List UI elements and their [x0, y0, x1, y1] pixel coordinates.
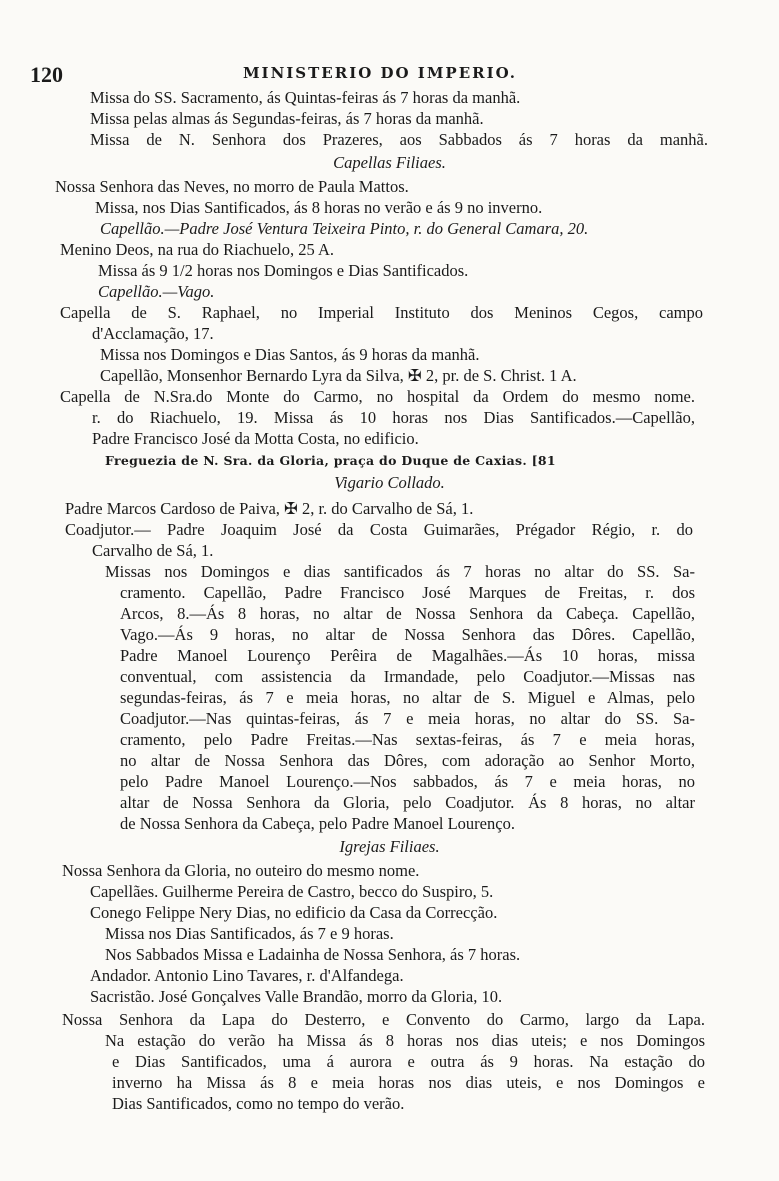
text-line: Capellão, Monsenhor Bernardo Lyra da Silva, ✠ 2, pr. de S. Christ. 1 A. [100, 366, 577, 385]
text-line: Padre Francisco José da Motta Costa, no edificio. [92, 429, 419, 448]
text-line: Dias Santificados, como no tempo do verão. [112, 1094, 405, 1113]
text-line: Missa pelas almas ás Segundas-feiras, ás 7 horas da manhã. [90, 109, 484, 128]
text-line: Missa, nos Dias Santificados, ás 8 horas no verão e ás 9 no inverno. [95, 198, 543, 217]
text-line: Nossa Senhora das Neves, no morro de Paula Mattos. [55, 177, 409, 196]
text-line: Nos Sabbados Missa e Ladainha de Nossa Senhora, ás 7 horas. [105, 945, 521, 964]
text-line: Padre Manoel Lourenço Perêira de Magalhães.—Ás 10 horas, missa [120, 646, 695, 665]
text-line: Capellão.—Padre José Ventura Teixeira Pinto, r. do General Camara, 20. [100, 219, 589, 238]
page-header [30, 62, 730, 86]
text-line: Carvalho de Sá, 1. [92, 541, 214, 560]
text-line: Coadjutor.— Padre Joaquim José da Costa Guimarães, Prégador Régio, r. do [65, 520, 693, 539]
text-line: Missa de N. Senhora dos Prazeres, aos Sabbados ás 7 horas da manhã. [90, 130, 708, 149]
page-number: 120 [30, 62, 63, 87]
text-line: no altar de Nossa Senhora das Dôres, com adoração ao Senhor Morto, [120, 751, 695, 770]
text-line: Missas nos Domingos e dias santificados ás 7 horas no altar do SS. Sa- [105, 562, 695, 581]
text-line: Capellães. Guilherme Pereira de Castro, becco do Suspiro, 5. [90, 882, 494, 901]
text-line: segundas-feiras, ás 7 e meia horas, no altar de S. Miguel e Almas, pelo [120, 688, 695, 707]
text-line: Nossa Senhora da Lapa do Desterro, e Convento do Carmo, largo da Lapa. [62, 1010, 705, 1029]
text-line: Menino Deos, na rua do Riachuelo, 25 A. [60, 240, 335, 259]
text-line: altar de Nossa Senhora da Gloria, pelo Coadjutor. Ás 8 horas, no altar [120, 793, 695, 812]
text-line: conventual, com assistencia da Irmandade, pelo Coadjutor.—Missas nas [120, 667, 695, 686]
text-line: cramento. Capellão, Padre Francisco José Marques de Freitas, r. dos [120, 583, 695, 602]
text-line: Na estação do verão ha Missa ás 8 horas nos dias uteis; e nos Domingos [105, 1031, 705, 1050]
text-line: Arcos, 8.—Ás 8 horas, no altar de Nossa Senhora da Cabeça. Capellão, [120, 604, 695, 623]
text-line: Missa nos Dias Santificados, ás 7 e 9 horas. [105, 924, 394, 943]
text-line: Capellão.—Vago. [98, 282, 215, 301]
section-subheading: Vigario Collado. [334, 473, 445, 492]
text-line: r. do Riachuelo, 19. Missa ás 10 horas nos Dias Santificados.—Capellão, [92, 408, 695, 427]
text-line: Nossa Senhora da Gloria, no outeiro do mesmo nome. [62, 861, 420, 880]
text-line: Conego Felippe Nery Dias, no edificio da Casa da Correcção. [90, 903, 498, 922]
text-line: cramento, pelo Padre Freitas.—Nas sextas-feiras, ás 7 e meia horas, [120, 730, 695, 749]
text-line: Padre Marcos Cardoso de Paiva, ✠ 2, r. do Carvalho de Sá, 1. [65, 499, 474, 518]
text-line: inverno ha Missa ás 8 e meia horas nos dias uteis, e nos Domingos e [112, 1073, 705, 1092]
text-line: de Nossa Senhora da Cabeça, pelo Padre Manoel Lourenço. [120, 814, 515, 833]
text-line: Capella de N.Sra.do Monte do Carmo, no hospital da Ordem do mesmo nome. [60, 387, 695, 406]
text-line: e Dias Santificados, uma á aurora e outra ás 9 horas. Na estação do [112, 1052, 705, 1071]
text-line: Sacristão. José Gonçalves Valle Brandão, morro da Gloria, 10. [90, 987, 503, 1006]
text-line: pelo Padre Manoel Lourenço.—Nos sabbados, ás 7 e meia horas, no [120, 772, 695, 791]
text-line: Vago.—Ás 9 horas, no altar de Nossa Senhora das Dôres. Capellão, [120, 625, 695, 644]
running-title: MINISTERIO DO IMPERIO. [242, 64, 518, 82]
text-line: Missa do SS. Sacramento, ás Quintas-feiras ás 7 horas da manhã. [90, 88, 521, 107]
section-subheading: Capellas Filiaes. [333, 153, 446, 172]
parish-heading: Freguezia de N. Sra. da Gloria, praça do Duque de Caxias. [81 [105, 453, 556, 468]
text-line: Andador. Antonio Lino Tavares, r. d'Alfandega. [90, 966, 404, 985]
section-subheading: Igrejas Filiaes. [339, 837, 440, 856]
text-line: Capella de S. Raphael, no Imperial Instituto dos Meninos Cegos, campo [60, 303, 703, 322]
text-line: d'Acclamação, 17. [92, 324, 214, 343]
text-line: Missa ás 9 1/2 horas nos Domingos e Dias Santificados. [98, 261, 469, 280]
text-line: Coadjutor.—Nas quintas-feiras, ás 7 e meia horas, no altar do SS. Sa- [120, 709, 695, 728]
text-line: Missa nos Domingos e Dias Santos, ás 9 horas da manhã. [100, 345, 480, 364]
